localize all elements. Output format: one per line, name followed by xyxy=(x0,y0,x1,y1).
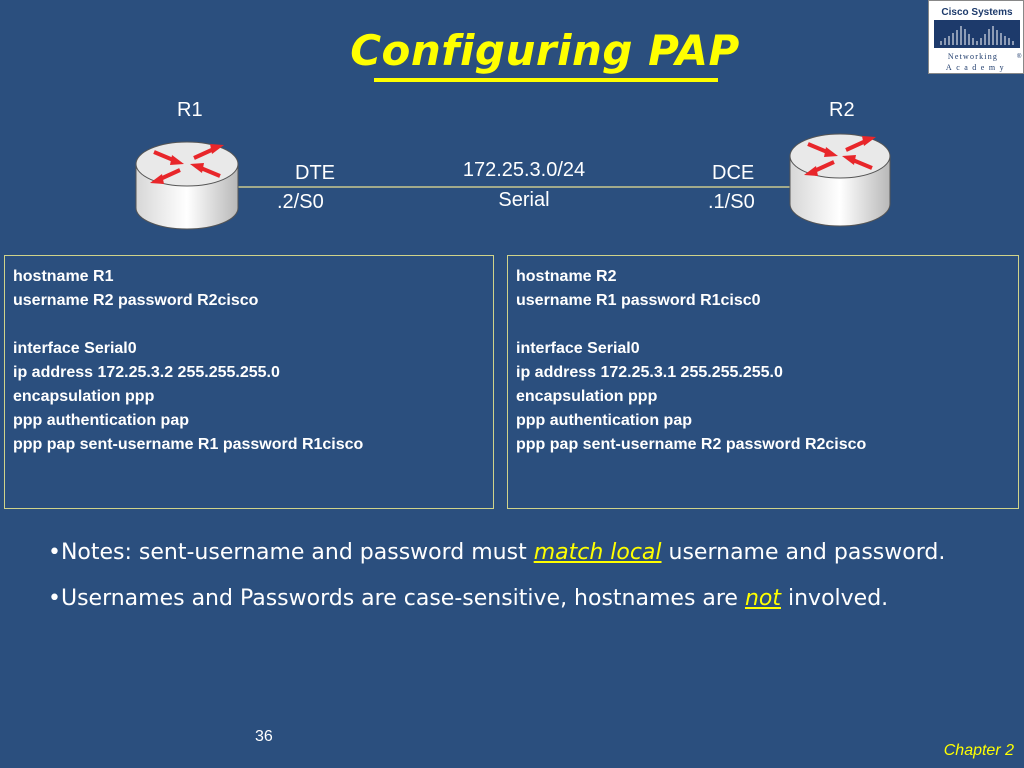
config-line: ppp pap sent-username R1 password R1cisco xyxy=(13,436,364,453)
r1-role-label: DTE xyxy=(295,162,335,184)
config-line: encapsulation ppp xyxy=(516,388,658,405)
page-number: 36 xyxy=(255,728,273,745)
config-line: interface Serial0 xyxy=(516,340,640,357)
config-line: ip address 172.25.3.2 255.255.255.0 xyxy=(13,364,280,381)
config-line: username R1 password R1cisc0 xyxy=(516,292,761,309)
config-line: ppp authentication pap xyxy=(516,412,692,429)
logo-academy-line-2: Academy xyxy=(945,63,1009,72)
note-emphasis: match local xyxy=(533,540,662,565)
note-text: •Notes: sent-username and password must xyxy=(48,540,534,565)
r1-interface-label: .2/S0 xyxy=(277,191,324,213)
config-line: encapsulation ppp xyxy=(13,388,155,405)
logo-academy-line-1: Networking xyxy=(947,52,999,61)
slide-title: Configuring PAP xyxy=(350,26,740,75)
r2-role-label: DCE xyxy=(712,162,755,184)
r2-interface-label: .1/S0 xyxy=(708,191,755,213)
router-r2-icon xyxy=(790,134,890,226)
title-underline xyxy=(374,78,718,82)
chapter-label: Chapter 2 xyxy=(943,742,1014,759)
router-r1-icon xyxy=(136,142,238,229)
r1-config-box xyxy=(4,255,494,509)
config-line: ppp pap sent-username R2 password R2cisco xyxy=(516,436,867,453)
logo-brand-text: Cisco Systems xyxy=(941,7,1013,18)
router-r2-label: R2 xyxy=(829,99,855,121)
note-match-local xyxy=(48,536,988,570)
config-line: ppp authentication pap xyxy=(13,412,189,429)
note-case-sensitive xyxy=(48,582,988,616)
config-line: ip address 172.25.3.1 255.255.255.0 xyxy=(516,364,783,381)
link-network-label: 172.25.3.0/24 xyxy=(462,159,586,181)
note-text: involved. xyxy=(781,586,889,611)
config-line: hostname R2 xyxy=(516,268,617,285)
config-line: username R2 password R2cisco xyxy=(13,292,259,309)
logo-registered-mark: ® xyxy=(1017,54,1022,60)
link-type-label: Serial xyxy=(498,189,550,211)
note-emphasis: not xyxy=(744,586,781,611)
notes-section xyxy=(48,536,988,628)
config-line xyxy=(516,313,1010,337)
router-r1-label: R1 xyxy=(177,99,203,121)
cisco-networking-academy-logo xyxy=(928,0,1024,74)
config-line: hostname R1 xyxy=(13,268,114,285)
config-line: interface Serial0 xyxy=(13,340,137,357)
r2-config-box xyxy=(507,255,1019,509)
config-line xyxy=(13,313,485,337)
note-text: •Usernames and Passwords are case-sensitive, hostnames are xyxy=(48,586,745,611)
note-text: username and password. xyxy=(661,540,946,565)
